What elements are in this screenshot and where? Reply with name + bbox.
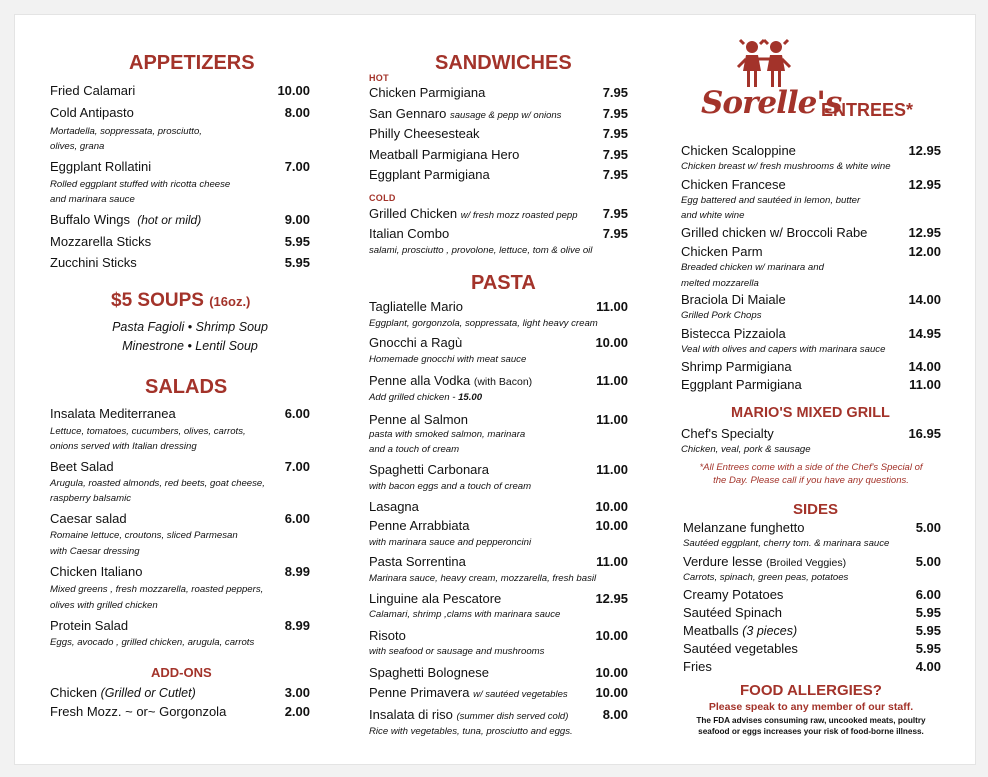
- menu-item: Zucchini Sticks 5.95: [50, 255, 310, 270]
- item-description: and white wine: [681, 210, 745, 221]
- menu-item: Sautéed Spinach 5.95: [683, 605, 941, 620]
- item-description: Arugula, roasted almonds, red beets, goat cheese,: [50, 478, 265, 489]
- item-description: with marinara sauce and pepperoncini: [369, 537, 532, 548]
- sandwiches-heading: SANDWICHES: [435, 52, 572, 74]
- item-description: Marinara sauce, heavy cream, mozzarella, fresh basil: [369, 573, 597, 584]
- menu-item: Spaghetti Carbonara 11.00: [369, 462, 628, 477]
- menu-item: Beet Salad 7.00: [50, 459, 310, 474]
- menu-item: Chicken Parm 12.00: [681, 244, 941, 259]
- menu-item: Lasagna 10.00: [369, 499, 628, 514]
- menu-item: Risoto 10.00: [369, 628, 628, 643]
- appetizers-heading: APPETIZERS: [129, 52, 255, 74]
- allergies-line: Please speak to any member of our staff.: [708, 701, 914, 713]
- item-description: Carrots, spinach, green peas, potatoes: [683, 572, 849, 583]
- menu-item: Linguine ala Pescatore 12.95: [369, 591, 628, 606]
- menu-item: Caesar salad 6.00: [50, 511, 310, 526]
- menu-item: Sautéed vegetables 5.95: [683, 641, 941, 656]
- item-description: Romaine lettuce, croutons, sliced Parmesan: [50, 530, 238, 541]
- menu-item: Mozzarella Sticks 5.95: [50, 234, 310, 249]
- menu-item: Penne alla Vodka (with Bacon) 11.00: [369, 373, 628, 388]
- menu-item: Insalata Mediterranea 6.00: [50, 406, 310, 421]
- item-description: Grilled Pork Chops: [681, 310, 762, 321]
- item-description: Chicken breast w/ fresh mushrooms & white wine: [681, 161, 891, 172]
- soups-line: Minestrone • Lentil Soup: [122, 339, 258, 353]
- menu-item: Italian Combo 7.95: [369, 226, 628, 241]
- item-description: Eggplant, gorgonzola, soppressata, light heavy cream: [369, 318, 598, 329]
- menu-item: Fried Calamari 10.00: [50, 83, 310, 98]
- item-description: Chicken, veal, pork & sausage: [681, 444, 811, 455]
- menu-item: Chef's Specialty 16.95: [681, 426, 941, 441]
- menu-item: Chicken Parmigiana 7.95: [369, 85, 628, 100]
- item-description: Add grilled chicken - 15.00: [369, 392, 483, 403]
- item-description: olives with grilled chicken: [50, 600, 158, 611]
- menu-item: Meatballs (3 pieces) 5.95: [683, 623, 941, 638]
- item-description: Mortadella, soppressata, prosciutto,: [50, 126, 202, 137]
- menu-item: Fries 4.00: [683, 659, 941, 674]
- item-description: and marinara sauce: [50, 194, 135, 205]
- pasta-heading: PASTA: [471, 272, 536, 294]
- menu-item: Fresh Mozz. ~ or~ Gorgonzola 2.00: [50, 704, 310, 719]
- menu-item: Eggplant Parmigiana 7.95: [369, 167, 628, 182]
- menu-item: Shrimp Parmigiana 14.00: [681, 359, 941, 374]
- soups-heading: $5 SOUPS (16oz.): [111, 290, 251, 311]
- menu-item: Braciola Di Maiale 14.00: [681, 292, 941, 307]
- item-description: salami, prosciutto , provolone, lettuce, tom & olive oil: [369, 245, 593, 256]
- menu-item: Melanzane funghetto 5.00: [683, 520, 941, 535]
- menu-item: Protein Salad 8.99: [50, 618, 310, 633]
- item-description: Sautéed eggplant, cherry tom. & marinara sauce: [683, 538, 890, 549]
- menu-item: Chicken Italiano 8.99: [50, 564, 310, 579]
- menu-item: Chicken Scaloppine 12.95: [681, 143, 941, 158]
- item-description: Lettuce, tomatoes, cucumbers, olives, carrots,: [50, 426, 246, 437]
- menu-item: Tagliatelle Mario 11.00: [369, 299, 628, 314]
- item-description: melted mozzarella: [681, 278, 759, 289]
- entrees-note: the Day. Please call if you have any questions.: [713, 475, 909, 486]
- menu-item: Verdure lesse (Broiled Veggies) 5.00: [683, 554, 941, 569]
- hot-label: HOT: [369, 73, 389, 83]
- menu-item: Gnocchi a Ragù 10.00: [369, 335, 628, 350]
- item-description: with Caesar dressing: [50, 546, 140, 557]
- soups-line: Pasta Fagioli • Shrimp Soup: [112, 320, 268, 334]
- allergies-heading: FOOD ALLERGIES?: [740, 682, 882, 699]
- menu-item: Meatball Parmigiana Hero 7.95: [369, 147, 628, 162]
- item-description: Egg battered and sautéed in lemon, butter: [681, 195, 861, 206]
- menu-item: Philly Cheesesteak 7.95: [369, 126, 628, 141]
- menu-item: Eggplant Parmigiana 11.00: [681, 377, 941, 392]
- menu-item: Creamy Potatoes 6.00: [683, 587, 941, 602]
- allergies-line: The FDA advises consuming raw, uncooked meats, poultry: [696, 716, 926, 725]
- item-description: with seafood or sausage and mushrooms: [369, 646, 545, 657]
- item-description: Homemade gnocchi with meat sauce: [369, 354, 527, 365]
- menu-item: Spaghetti Bolognese 10.00: [369, 665, 628, 680]
- menu-item: Penne al Salmon 11.00: [369, 412, 628, 427]
- menu-page: [14, 14, 976, 765]
- menu-item: Cold Antipasto 8.00: [50, 105, 310, 120]
- item-description: with bacon eggs and a touch of cream: [369, 481, 532, 492]
- menu-item: Bistecca Pizzaiola 14.95: [681, 326, 941, 341]
- item-description: Breaded chicken w/ marinara and: [681, 262, 824, 273]
- item-description: pasta with smoked salmon, marinara: [369, 429, 526, 440]
- menu-item: Grilled chicken w/ Broccoli Rabe 12.95: [681, 225, 941, 240]
- item-description: Veal with olives and capers with marinara sauce: [681, 344, 886, 355]
- menu-item: Penne Arrabbiata 10.00: [369, 518, 628, 533]
- item-description: Eggs, avocado , grilled chicken, arugula, carrots: [50, 637, 255, 648]
- salads-heading: SALADS: [145, 376, 228, 398]
- restaurant-logo-text: Sorelle's: [701, 85, 842, 121]
- allergies-line: seafood or eggs increases your risk of food-borne illness.: [698, 727, 924, 736]
- item-description: Rice with vegetables, tuna, prosciutto and eggs.: [369, 726, 573, 737]
- cold-label: COLD: [369, 193, 396, 203]
- item-description: raspberry balsamic: [50, 493, 132, 504]
- menu-item: Insalata di riso (summer dish served cold) 8.00: [369, 707, 628, 722]
- sides-heading: SIDES: [793, 501, 839, 518]
- menu-item: Penne Primavera w/ sautéed vegetables 10.00: [369, 685, 628, 700]
- item-description: Rolled eggplant stuffed with ricotta cheese: [50, 179, 231, 190]
- addons-heading: ADD-ONS: [151, 665, 212, 680]
- menu-item: Grilled Chicken w/ fresh mozz roasted pepp 7.95: [369, 206, 628, 221]
- menu-item: Chicken Francese 12.95: [681, 177, 941, 192]
- item-description: olives, grana: [50, 141, 105, 152]
- menu-item: San Gennaro sausage & pepp w/ onions 7.95: [369, 106, 628, 121]
- item-description: onions served with Italian dressing: [50, 441, 197, 452]
- menu-item: Chicken (Grilled or Cutlet) 3.00: [50, 685, 310, 700]
- entrees-note: *All Entrees come with a side of the Chef's Special of: [699, 462, 923, 473]
- mixed-grill-heading: MARIO'S MIXED GRILL: [731, 405, 890, 421]
- item-description: and a touch of cream: [369, 444, 460, 455]
- menu-item: Eggplant Rollatini 7.00: [50, 159, 310, 174]
- item-description: Calamari, shrimp ,clams with marinara sauce: [369, 609, 561, 620]
- entrees-heading: ENTREES*: [821, 100, 914, 120]
- menu-item: Buffalo Wings (hot or mild) 9.00: [50, 212, 310, 227]
- item-description: Mixed greens , fresh mozzarella, roasted peppers,: [50, 584, 264, 595]
- menu-item: Pasta Sorrentina 11.00: [369, 554, 628, 569]
